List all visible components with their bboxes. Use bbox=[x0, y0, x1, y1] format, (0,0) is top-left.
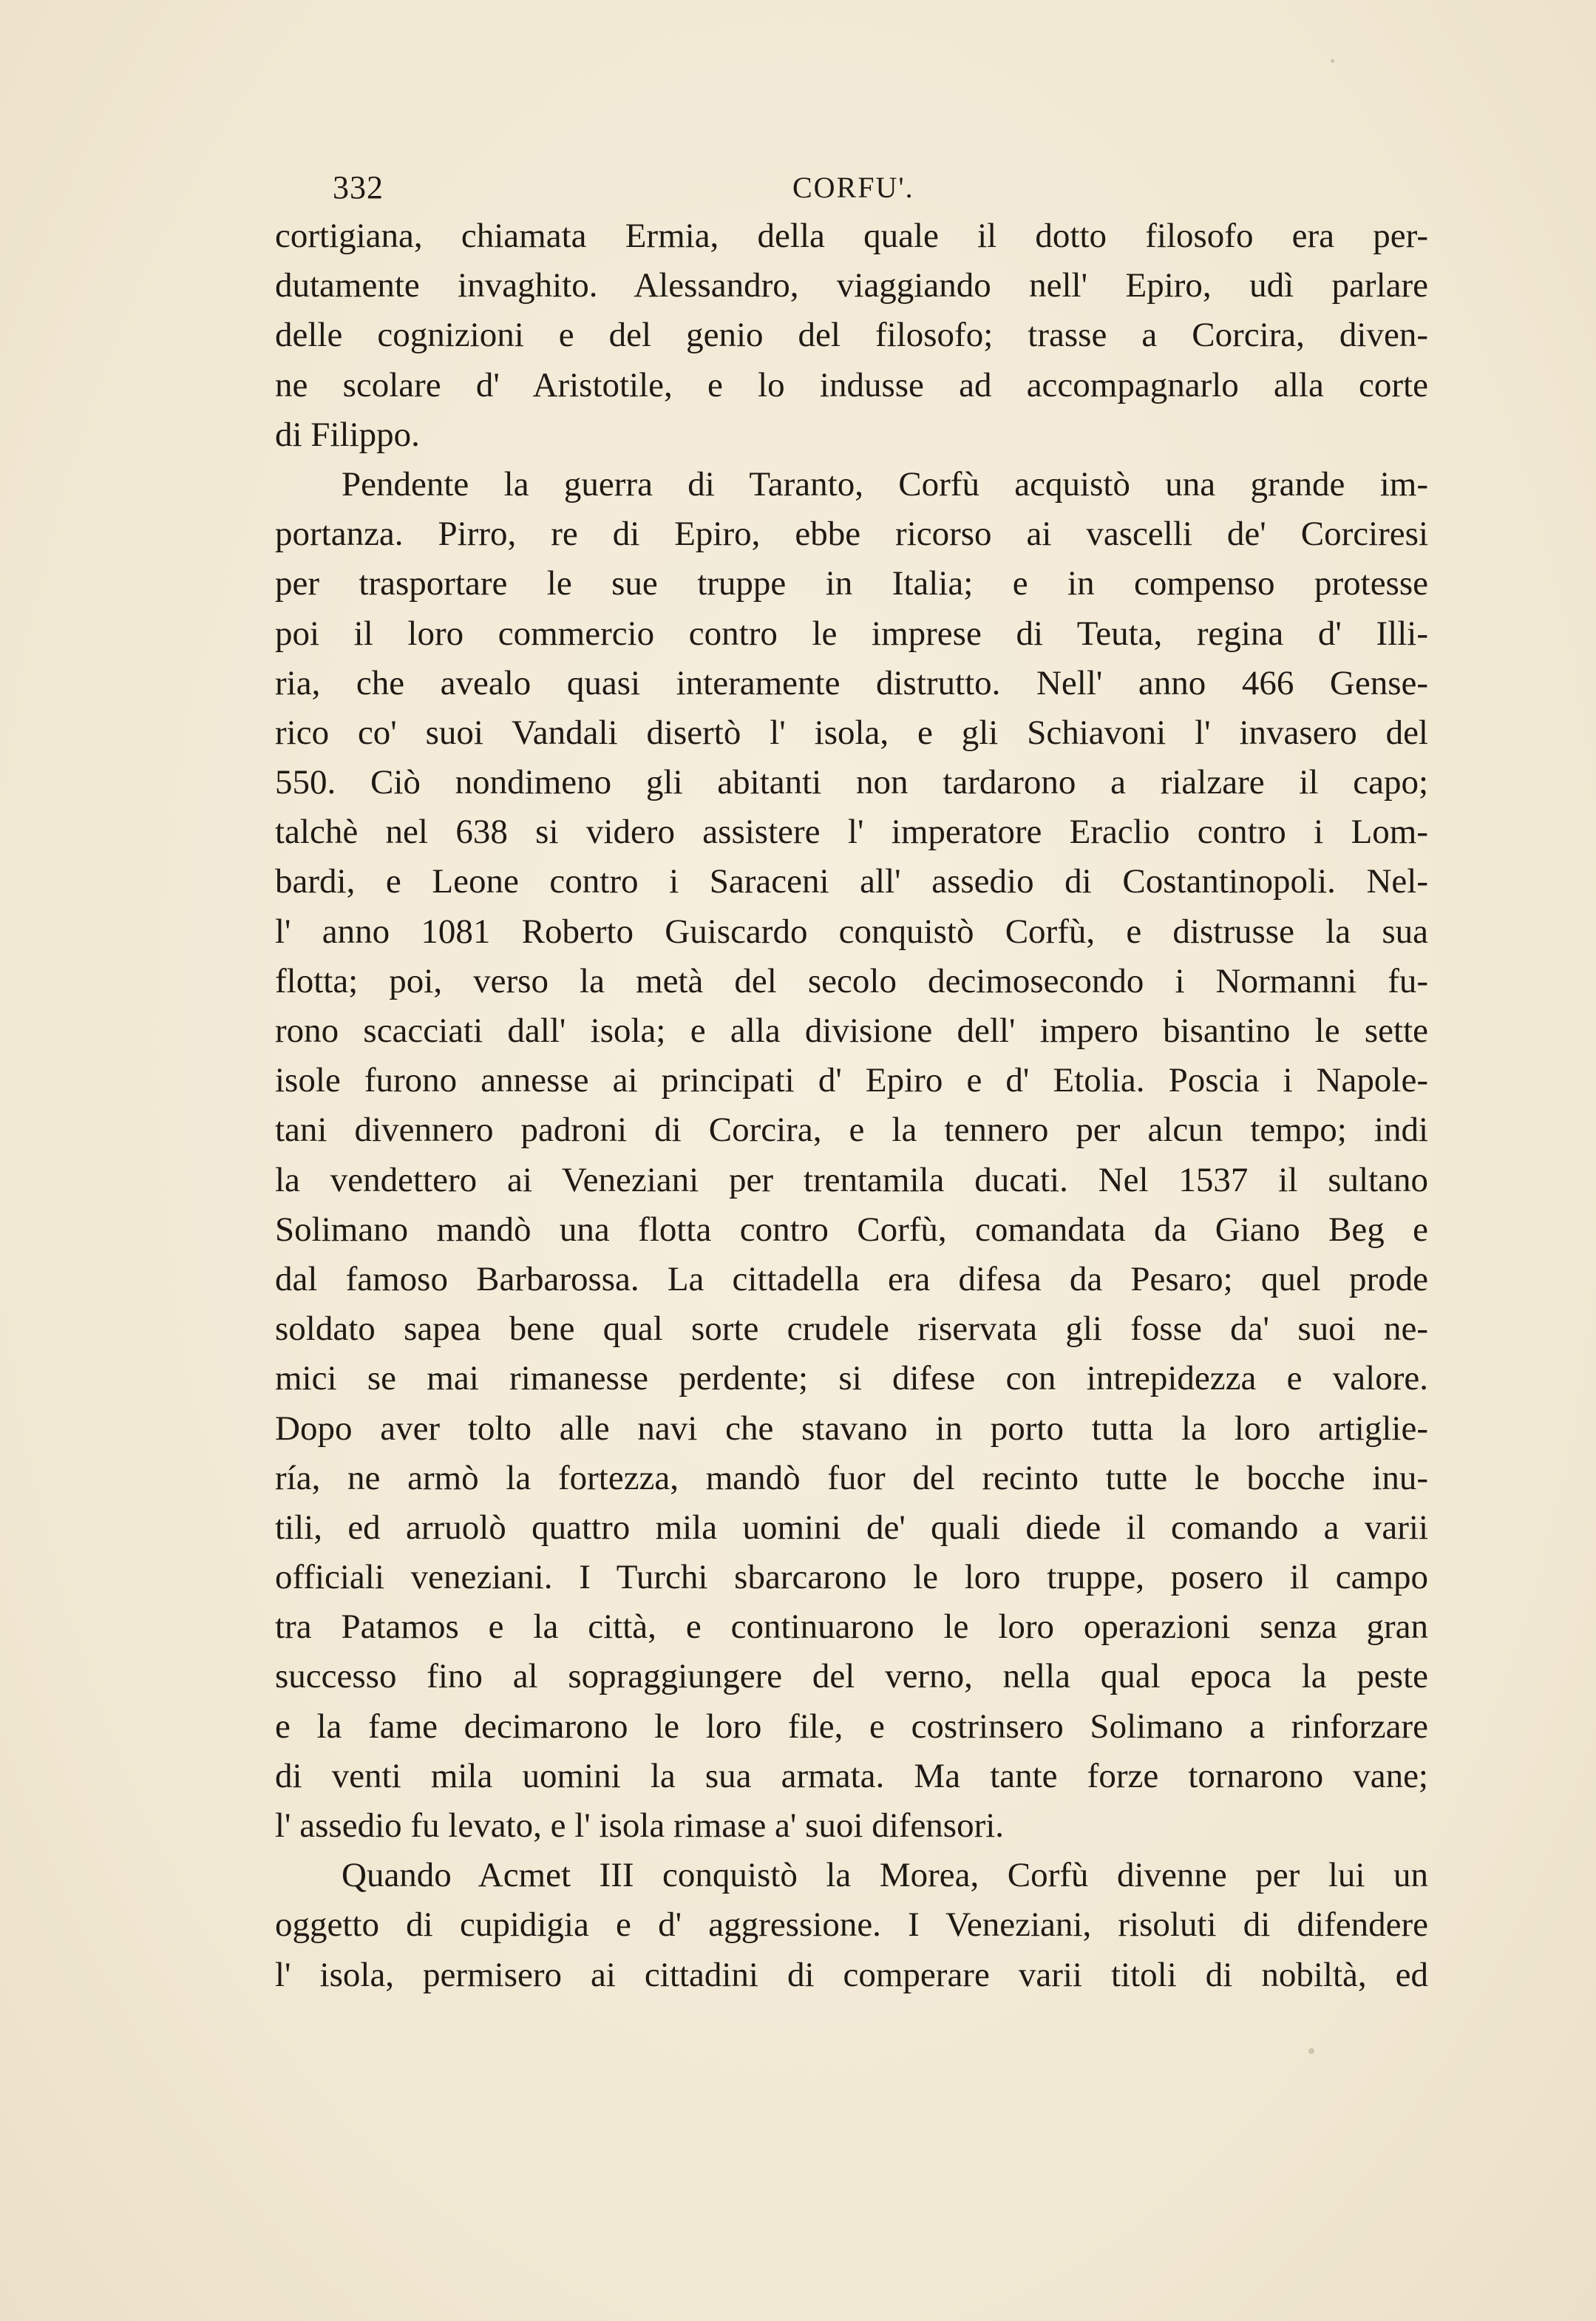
text-line: e la fame decimarono le loro file, e costrinsero Solimano a rinforzare bbox=[275, 1707, 1428, 1746]
text-line: poi il loro commercio contro le imprese di Teuta, regina d' Illi- bbox=[275, 614, 1428, 653]
paper-speck bbox=[1308, 2048, 1314, 2054]
text-line: di Filippo. bbox=[275, 415, 420, 454]
text-line: per trasportare le sue truppe in Italia; e in compenso protesse bbox=[275, 564, 1428, 603]
paragraph-start-line: Quando Acmet III conquistò la Morea, Corfù divenne per lui un bbox=[342, 1856, 1428, 1895]
text-line: l' assedio fu levato, e l' isola rimase a' suoi difensori. bbox=[275, 1806, 1005, 1845]
text-line: l' isola, permisero ai cittadini di comperare varii titoli di nobiltà, ed bbox=[275, 1955, 1428, 1994]
text-line: Dopo aver tolto alle navi che stavano in porto tutta la loro artiglie- bbox=[275, 1409, 1428, 1448]
text-line: talchè nel 638 si videro assistere l' imperatore Eraclio contro i Lom- bbox=[275, 813, 1428, 852]
running-title: CORFU'. bbox=[792, 171, 914, 204]
text-line: tili, ed arruolò quattro mila uomini de' quali diede il comando a varii bbox=[275, 1508, 1428, 1547]
text-line: dutamente invaghito. Alessandro, viaggiando nell' Epiro, udì parlare bbox=[275, 266, 1428, 305]
text-line: di venti mila uomini la sua armata. Ma tante forze tornarono vane; bbox=[275, 1756, 1428, 1795]
text-line: delle cognizioni e del genio del filosofo; trasse a Corcira, diven- bbox=[275, 316, 1428, 355]
paragraph-start-line: Pendente la guerra di Taranto, Corfù acquistò una grande im- bbox=[342, 464, 1428, 504]
text-line: tra Patamos e la città, e continuarono le loro operazioni senza gran bbox=[275, 1607, 1428, 1647]
running-head bbox=[275, 169, 1428, 213]
page-number: 332 bbox=[333, 169, 384, 206]
text-line: tani divennero padroni di Corcira, e la tennero per alcun tempo; indi bbox=[275, 1111, 1428, 1150]
text-line: Solimano mandò una flotta contro Corfù, comandata da Giano Beg e bbox=[275, 1210, 1428, 1249]
text-line: portanza. Pirro, re di Epiro, ebbe ricorso ai vascelli de' Corciresi bbox=[275, 515, 1428, 554]
body-text bbox=[275, 211, 1428, 2000]
text-line: ne scolare d' Aristotile, e lo indusse ad accompagnarlo alla corte bbox=[275, 365, 1428, 404]
text-line: l' anno 1081 Roberto Guiscardo conquistò Corfù, e distrusse la sua bbox=[275, 912, 1428, 951]
text-line: soldato sapea bene qual sorte crudele riservata gli fosse da' suoi ne- bbox=[275, 1309, 1428, 1349]
text-line: cortigiana, chiamata Ermia, della quale il dotto filosofo era per- bbox=[275, 217, 1428, 255]
text-line: rico co' suoi Vandali disertò l' isola, e gli Schiavoni l' invasero del bbox=[275, 713, 1428, 752]
text-line: flotta; poi, verso la metà del secolo decimosecondo i Normanni fu- bbox=[275, 961, 1428, 1000]
text-line: isole furono annesse ai principati d' Epiro e d' Etolia. Poscia i Napole- bbox=[275, 1061, 1428, 1100]
paper-speck bbox=[1331, 59, 1334, 63]
text-line: rono scacciati dall' isola; e alla divisione dell' impero bisantino le sette bbox=[275, 1012, 1428, 1050]
text-line: bardi, e Leone contro i Saraceni all' assedio di Costantinopoli. Nel- bbox=[275, 862, 1428, 901]
text-line: 550. Ciò nondimeno gli abitanti non tardarono a rialzare il capo; bbox=[275, 763, 1428, 802]
text-line: oggetto di cupidigia e d' aggressione. I Veneziani, risoluti di difendere bbox=[275, 1905, 1428, 1945]
text-line: la vendettero ai Veneziani per trentamila ducati. Nel 1537 il sultano bbox=[275, 1160, 1428, 1199]
text-line: ría, ne armò la fortezza, mandò fuor del recinto tutte le bocche inu- bbox=[275, 1458, 1428, 1497]
text-line: ria, che avealo quasi interamente distrutto. Nell' anno 466 Gense- bbox=[275, 663, 1428, 702]
text-line: dal famoso Barbarossa. La cittadella era difesa da Pesaro; quel prode bbox=[275, 1259, 1428, 1298]
text-line: mici se mai rimanesse perdente; si difese con intrepidezza e valore. bbox=[275, 1359, 1428, 1398]
text-line: successo fino al sopraggiungere del verno, nella qual epoca la peste bbox=[275, 1657, 1428, 1696]
text-line: officiali veneziani. I Turchi sbarcarono le loro truppe, posero il campo bbox=[275, 1558, 1428, 1597]
